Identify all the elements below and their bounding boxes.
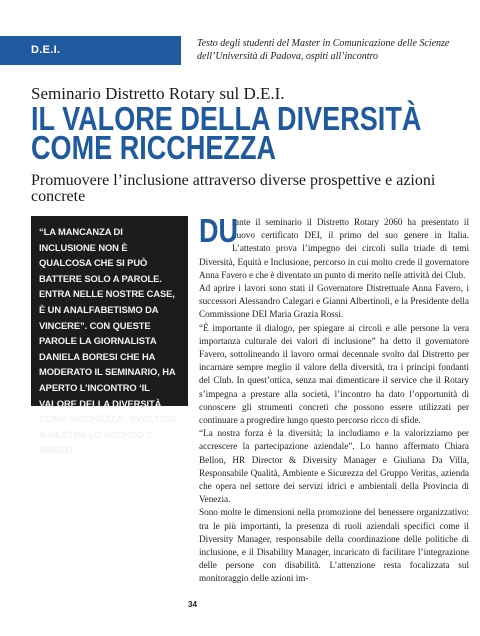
title-line-2: COME RICCHEZZA bbox=[31, 129, 277, 166]
paragraph bbox=[199, 216, 469, 282]
paragraph-text: rante il seminario il Distretto Rotary 2060 ha presentato il nuovo certificato DEI, il primo del suo genere in Italia. L’attestato prova l’impegno dei circoli sulla triade di temi Diversità, Equità e Inclusione, percorso in cui molto crede il governatore Anna Favero e che è diventato un punto di merito nelle attività dei Club. bbox=[199, 217, 469, 280]
pull-quote: “LA MANCANZA DI INCLUSIONE NON È QUALCOSA CHE SI PUÒ BATTERE SOLO A PAROLE. ENTRA NELLE NOSTRE CASE, È UN ANALFABETISMO DA VINCERE”. CON QUESTE PAROLE LA GIORNALISTA DANIELA BORESI CHE HA MODERATO IL SEMINARIO, HA APERTO L’INCONTRO ‘IL VALORE DELLA DIVERSITÀ COME RICCHEZZA’, SVOLTOSI A MESTRE LO SCORSO 2 MARZO. bbox=[31, 216, 188, 406]
paragraph: Ad aprire i lavori sono stati il Governatore Distrettuale Anna Favero, i successori Alessandro Calegari e Gianni Albertinoli, e la Presidente della Commissione DEI Maria Grazia Rossi. bbox=[199, 283, 469, 320]
section-tag: D.E.I. bbox=[0, 36, 181, 65]
paragraph: “È importante il dialogo, per spiegare ai circoli e alle persone la vera importanza culturale dei valori di inclusione” ha detto il governatore Favero, sottolineando il lavoro ormai decennale svolto dal Distretto per incarnare sempre meglio il valore della diversità, tra i principi fondanti del Club. In quest’ottica, senza mai dimenticare il service che il Rotary s’impegna a prestare alla società, l’incontro ha dato l’opportunità di conoscere gli strumenti concreti che possono essere utilizzati per continuare a progredire lungo questo percorso ricco di sfide. bbox=[199, 322, 469, 426]
article-title bbox=[31, 100, 422, 166]
page-number: 34 bbox=[188, 600, 197, 609]
byline: Testo degli studenti del Master in Comunicazione delle Scienze dell’Università di Padova, ospiti all’incontro bbox=[197, 38, 450, 62]
paragraph: “La nostra forza è la diversità; la includiamo e la valorizziamo per accrescere la partecipazione aziendale”. Lo hanno affermato Chiara Bellon, HR Director & Diversity Manager e Giuliana Da Villa, Responsabile Qualità, Ambiente e Sicurezza del Gruppo Veritas, azienda che opera nel settore dei servizi idrici e ambientali della Provincia di Venezia. bbox=[199, 428, 469, 505]
subtitle: Promuovere l’inclusione attraverso diverse prospettive e azioni concrete bbox=[31, 172, 436, 205]
title-line-1: IL VALORE DELLA DIVERSITÀ bbox=[31, 100, 422, 137]
article-body bbox=[199, 216, 469, 614]
drop-cap: DU bbox=[199, 216, 239, 249]
kicker: Seminario Distretto Rotary sul D.E.I. bbox=[31, 84, 285, 103]
paragraph: Sono molte le dimensioni nella promozione del benessere organizzativo: tra le più importanti, la presenza di ruoli aziendali specifici come il Diversity Manager, responsabile della coordinazione delle politiche di inclusione, e il Disability Manager, incaricato di facilitare l’integrazione delle persone con disabilità. L’attenzione resta focalizzata sul monitoraggio delle azioni im- bbox=[199, 507, 469, 584]
